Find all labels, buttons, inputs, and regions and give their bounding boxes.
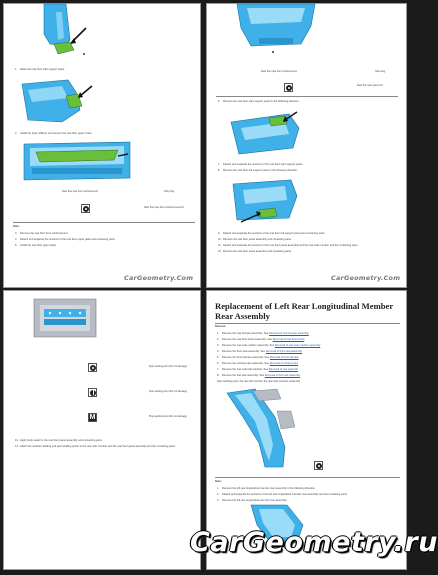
- step-number: 12.: [218, 250, 222, 253]
- step-number: 2.: [217, 493, 220, 496]
- page-title: Replacement of Left Rear Longitudinal Member Rear Assembly: [215, 301, 393, 321]
- step-text: Remove the front seat assembly. See: [222, 350, 266, 353]
- step-number: 6.: [217, 362, 220, 365]
- panel-illustration-4: [237, 4, 317, 56]
- watermark: CarGeometry.Com: [331, 274, 401, 282]
- watermark: CarGeometry.Com: [124, 274, 194, 282]
- step-text: Remove the left rear longitudinal member rear assembly in the following direction.: [222, 487, 316, 490]
- step-number: 5.: [217, 356, 220, 359]
- member-illustration: [225, 387, 335, 469]
- procedure-link[interactable]: Removal of rear floor board: [272, 338, 305, 341]
- step-number: 14.: [15, 445, 19, 448]
- step-text: Remove the rear floor left support panel in the following direction.: [223, 169, 298, 172]
- step-number: 4.: [217, 350, 220, 353]
- step-text: Remove the rear floor panel assembly and contacting parts.: [223, 238, 292, 241]
- step-number: 6.: [218, 100, 221, 103]
- step-text: Remove the left rear longitudinal member rear assembly.: [222, 499, 288, 502]
- step-number: 9.: [218, 232, 221, 235]
- step-number: 3.: [217, 344, 220, 347]
- legend-caption: Rear floor pan front reinforcement: [62, 190, 98, 193]
- step-text: Remove the rear floor right support panel in the following direction.: [223, 100, 300, 103]
- legend-caption: Spot welding point (Do not damage): [149, 390, 188, 393]
- legend-caption: Rear floor pan front reinforcement left: [144, 206, 184, 209]
- spot-weld-symbol-icon: [314, 461, 323, 470]
- note-label: Remove:: [215, 325, 226, 328]
- step-text: Spot welding point, the rear left member the rear side member assembly.: [217, 380, 301, 383]
- procedure-link[interactable]: Removal of front seat assembly: [265, 350, 303, 353]
- panel-illustration-6: [229, 176, 301, 226]
- step-text: Raise the rear floor right support panel.: [20, 68, 65, 71]
- step-number: 1.: [15, 68, 18, 71]
- legend-caption: Spot welding point (Do not damage): [149, 365, 188, 368]
- manual-page-1: [3, 3, 201, 288]
- step-text: Install the rear floor upper plate.: [20, 244, 57, 247]
- step-text: Attach the weather welding and spot welding points to the rear side member and the rear floor panel assembly and the contacting parts.: [20, 445, 176, 448]
- step-number: 5.: [15, 244, 18, 247]
- step-number: 7.: [218, 163, 221, 166]
- panel-illustration-1: [44, 4, 104, 62]
- step-number: 3.: [217, 499, 220, 502]
- procedure-link[interactable]: Removal of exhaust pipe: [269, 362, 299, 365]
- step-text: Detach and separate the sections of the rear floor left support panel and contacting parts.: [223, 232, 326, 235]
- step-number: 2.: [15, 132, 18, 135]
- step-text: Remove the rear seat belt retractor. See: [222, 368, 269, 371]
- step-number: 4.: [15, 238, 18, 241]
- step-text: Remove the rear floor panel assembly and contacting parts.: [223, 250, 292, 253]
- panel-illustration-5: [229, 108, 301, 158]
- step-text: Remove the rear floor board assembly. See: [222, 338, 272, 341]
- note-label: Note:: [13, 225, 20, 228]
- spot-weld-symbol-icon: [88, 363, 97, 372]
- panel-illustration-3: [22, 138, 132, 184]
- procedure-link[interactable]: Removal of fuel tank assembly: [264, 374, 301, 377]
- step-number: 8.: [218, 169, 221, 172]
- step-text: Apply body sealer to the rear floor panel assembly and contacting parts.: [20, 439, 103, 442]
- step-text: Remove the fuel tank assembly. See: [222, 374, 265, 377]
- step-text: Remove the rear bumper assembly. See: [222, 332, 269, 335]
- manual-page-3: [3, 290, 201, 570]
- legend-caption: Plug welding point (Do not damage): [149, 415, 188, 418]
- step-number: 2.: [217, 338, 220, 341]
- procedure-link[interactable]: Removal of rear seat belt: [268, 368, 298, 371]
- step-number: 13.: [15, 439, 19, 442]
- step-text: Detach and separate the sections of the rear floor right support panel.: [223, 163, 303, 166]
- legend-caption: Rear floor pan panel left: [357, 84, 383, 87]
- note-label: Note:: [215, 480, 222, 483]
- spot-weld-symbol-icon: [284, 83, 293, 92]
- step-text: Detach and separate the sections of the rear floor panel assembly and the rear side member and the contacting parts.: [223, 244, 359, 247]
- step-text: Detach and separate the sections of the left rear longitudinal member rear assembly and the contacting parts.: [222, 493, 348, 496]
- panel-illustration-7: [30, 297, 100, 343]
- mig-weld-symbol-icon: M: [89, 414, 96, 421]
- step-text: Install the body stiffener and remove the rear floor upper brace.: [20, 132, 93, 135]
- legend-caption: Hole plug: [164, 190, 175, 193]
- step-number: 3.: [15, 232, 18, 235]
- step-number: 11.: [218, 244, 222, 247]
- manual-page-2: [206, 3, 407, 288]
- procedure-link[interactable]: Removal of rear bumper assembly: [269, 332, 309, 335]
- step-number: 1.: [217, 487, 220, 490]
- procedure-link[interactable]: Removal of front tail pipe: [269, 356, 299, 359]
- legend-caption: Hole plug: [375, 70, 386, 73]
- step-text: Remove the exhaust pipe assembly. See: [222, 362, 269, 365]
- step-number: 1.: [217, 332, 220, 335]
- step-text: Remove the rear floor front reinforcement.: [20, 232, 69, 235]
- step-number: 8.: [217, 374, 220, 377]
- legend-caption: Rear floor pan front reinforcement: [261, 70, 297, 73]
- plug-weld-symbol-icon: [88, 388, 97, 397]
- spot-weld-symbol-icon: [81, 204, 90, 213]
- panel-illustration-2: [22, 80, 94, 126]
- brand-logo: CarGeometry.ru: [190, 527, 438, 558]
- procedure-link[interactable]: Removal of rear seat cushion assembly: [274, 344, 321, 347]
- step-text: Detach and separate the sections of the rear floor upper plate and contacting parts.: [20, 238, 116, 241]
- step-text: Remove the rear seat cushion assembly. See: [222, 344, 275, 347]
- step-number: 7.: [217, 368, 220, 371]
- step-text: Remove the front tail pipe assembly. See: [222, 356, 270, 359]
- step-number: 10.: [218, 238, 222, 241]
